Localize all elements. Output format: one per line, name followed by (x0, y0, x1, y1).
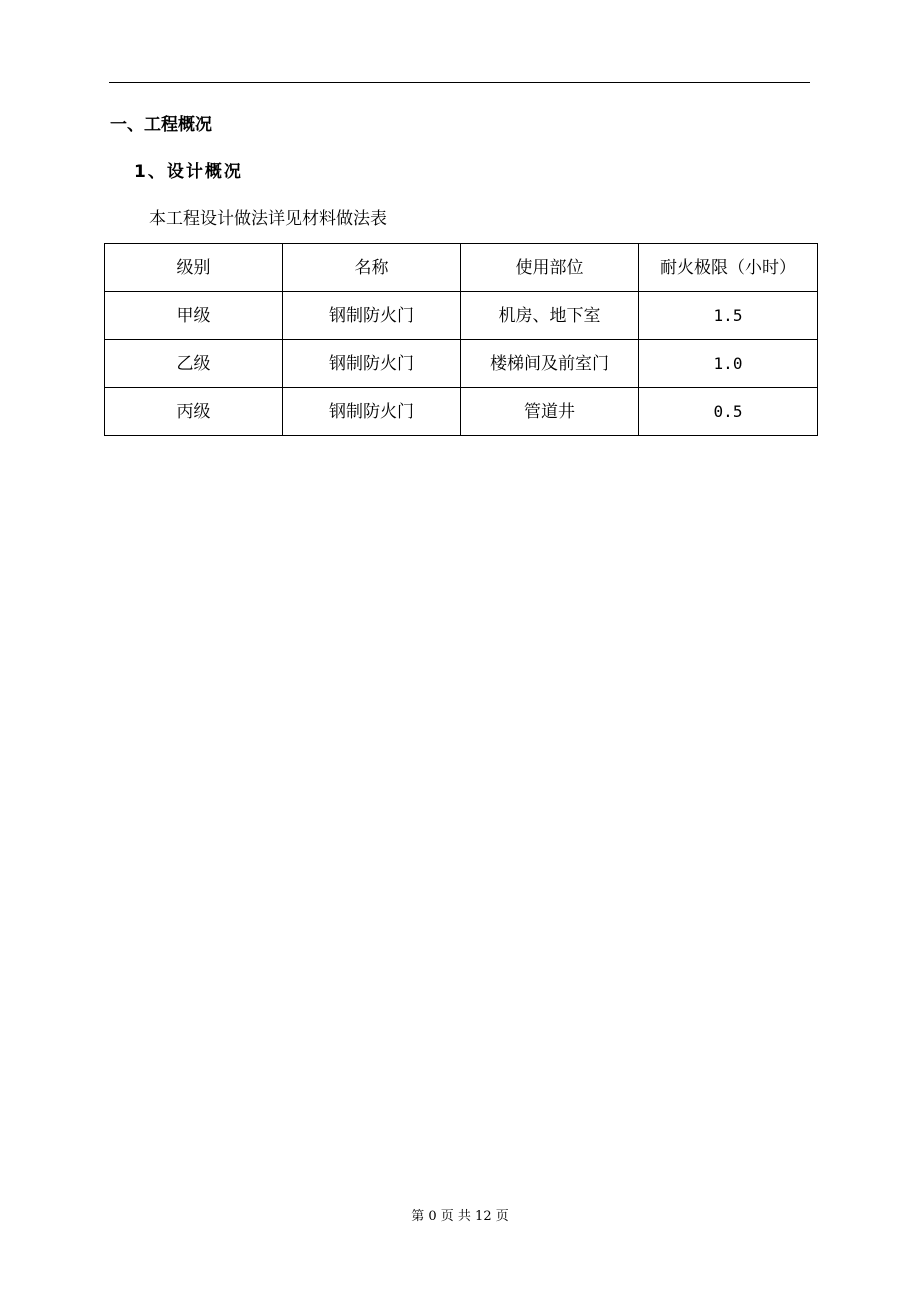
header-cell-location: 使用部位 (461, 244, 639, 292)
table-cell: 1.5 (639, 292, 818, 340)
header-cell-fire-rating: 耐火极限（小时） (639, 244, 818, 292)
page-footer: 第 0 页 共 12 页 (411, 1209, 509, 1224)
table-cell: 机房、地下室 (461, 292, 639, 340)
intro-text: 本工程设计做法详见材料做法表 (149, 209, 387, 229)
table-row (105, 340, 818, 388)
fire-door-table (104, 243, 818, 436)
section-heading: 一、工程概况 (110, 115, 212, 135)
header-cell-grade: 级别 (105, 244, 283, 292)
table-row (105, 292, 818, 340)
table-row (105, 388, 818, 436)
table-header-row (105, 244, 818, 292)
table-cell: 钢制防火门 (283, 388, 461, 436)
table-cell: 钢制防火门 (283, 340, 461, 388)
table-cell: 楼梯间及前室门 (461, 340, 639, 388)
table-cell: 管道井 (461, 388, 639, 436)
table-cell: 钢制防火门 (283, 292, 461, 340)
header-cell-name: 名称 (283, 244, 461, 292)
table-cell: 丙级 (105, 388, 283, 436)
table-cell: 甲级 (105, 292, 283, 340)
table-cell: 0.5 (639, 388, 818, 436)
table-cell: 乙级 (105, 340, 283, 388)
header-rule (109, 82, 810, 83)
table-cell: 1.0 (639, 340, 818, 388)
sub-heading: 1、设计概况 (134, 162, 243, 182)
